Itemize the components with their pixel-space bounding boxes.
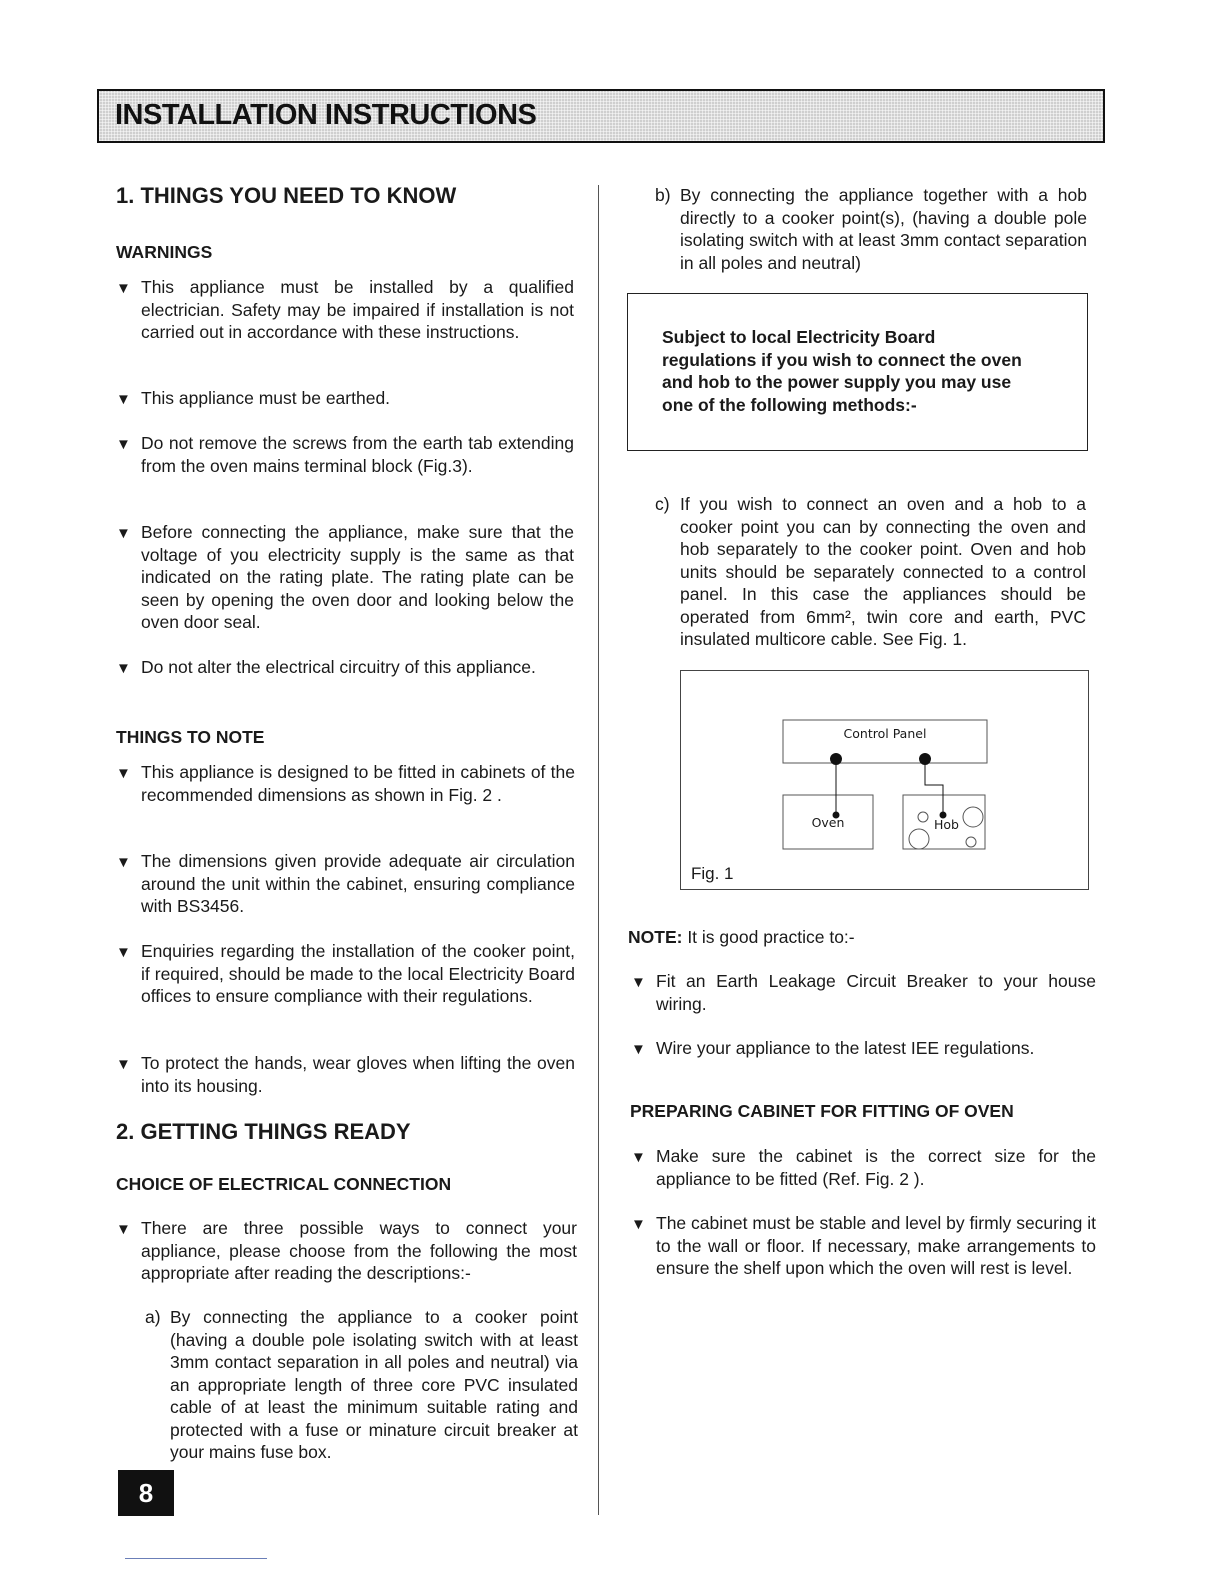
- note-item: ▼ This appliance is designed to be fitted in cabinets of the recommended dimensions as shown in Fig. 2 .: [116, 762, 575, 805]
- bullet-triangle-icon: ▼: [116, 944, 131, 961]
- choice-heading: CHOICE OF ELECTRICAL CONNECTION: [116, 1174, 452, 1194]
- bullet-triangle-icon: ▼: [116, 391, 131, 408]
- hob-burner-small: [918, 812, 928, 822]
- bullet-triangle-icon: ▼: [116, 854, 131, 871]
- option-c-text: If you wish to connect an oven and a hob to a cooker point you can by connecting the oven and hob separately to the cooker point. Oven and hob units should be separately connected to a control panel. In this case the appliances should be operated from 6mm², twin core and earth, PVC insulated multicore cable. See Fig. 1.: [680, 494, 1086, 649]
- figure-caption: Fig. 1: [691, 864, 734, 883]
- cabinet-item: ▼ The cabinet must be stable and level by firmly securing it to the wall or floor. If necessary, make arrangements to ensure the shelf upon which the oven will rest is level.: [631, 1213, 1096, 1278]
- bullet-triangle-icon: ▼: [116, 525, 131, 542]
- column-divider: [598, 185, 599, 1515]
- cabinet-item: ▼ Make sure the cabinet is the correct size for the appliance to be fitted (Ref. Fig. 2 ).: [631, 1146, 1096, 1189]
- section-1-title: 1. THINGS YOU NEED TO KNOW: [116, 183, 457, 208]
- warning-item: ▼ This appliance must be installed by a qualified electrician. Safety may be impaired if installation is not carried out in accordance with these instructions.: [116, 277, 574, 342]
- regulations-notice-box: [627, 293, 1088, 451]
- bullet-triangle-icon: ▼: [631, 974, 646, 991]
- footer-line: [125, 1558, 267, 1559]
- figure-1-wiring-diagram: [680, 670, 1089, 890]
- note-item: ▼ To protect the hands, wear gloves when lifting the oven into its housing.: [116, 1053, 575, 1096]
- bullet-triangle-icon: ▼: [116, 660, 131, 677]
- note-item: ▼ Enquiries regarding the installation of the cooker point, if required, should be made to the local Electricity Board offices to ensure compliance with their regulations.: [116, 941, 575, 1006]
- control-panel-label: Control Panel: [843, 726, 927, 741]
- bullet-triangle-icon: ▼: [631, 1041, 646, 1058]
- note-item: ▼ The dimensions given provide adequate air circulation around the unit within the cabinet, ensuring compliance with BS3456.: [116, 851, 575, 916]
- bullet-triangle-icon: ▼: [116, 1056, 131, 1073]
- regulations-notice-text: Subject to local Electricity Board regulations if you wish to connect the oven and hob to the power supply you may use one of the following methods:-: [662, 327, 1022, 415]
- option-a-text: By connecting the appliance to a cooker point (having a double pole isolating switch with at least 3mm contact separation in all poles and neutral) via an appropriate length of three core PVC insulated cable of at least the minimum suitable rating and protected with a fuse or minature circuit breaker at your mains fuse box.: [170, 1307, 578, 1462]
- bullet-triangle-icon: ▼: [116, 765, 131, 782]
- warnings-heading: WARNINGS: [116, 242, 213, 262]
- hob-label: Hob: [934, 817, 959, 832]
- things-to-note-heading: THINGS TO NOTE: [116, 727, 265, 747]
- intro-item: ▼ There are three possible ways to connect your appliance, please choose from the following the most appropriate after reading the descriptions:-: [116, 1218, 577, 1283]
- practice-item: ▼ Fit an Earth Leakage Circuit Breaker to your house wiring.: [631, 971, 1096, 1014]
- oven-label: Oven: [811, 815, 845, 830]
- warning-item: ▼ Before connecting the appliance, make sure that the voltage of you electricity supply is the same as that indicated on the rating plate. The rating plate can be seen by opening the oven door and looking below the oven door seal.: [116, 522, 574, 632]
- option-a-label: a): [145, 1307, 161, 1327]
- option-b-label: b): [655, 185, 671, 205]
- header-banner: [97, 89, 1105, 143]
- page-number: 8: [118, 1470, 174, 1516]
- bullet-triangle-icon: ▼: [116, 436, 131, 453]
- note-label: NOTE:: [628, 927, 683, 947]
- warning-item: ▼ Do not remove the screws from the earth tab extending from the oven mains terminal block (Fig.3).: [116, 433, 574, 476]
- note-line: [628, 926, 855, 949]
- bullet-triangle-icon: ▼: [116, 280, 131, 297]
- bullet-triangle-icon: ▼: [631, 1149, 646, 1166]
- practice-item: ▼ Wire your appliance to the latest IEE regulations.: [631, 1037, 1096, 1060]
- note-text: It is good practice to:-: [682, 927, 855, 947]
- hob-burner-small: [966, 837, 976, 847]
- bullet-triangle-icon: ▼: [116, 1221, 131, 1238]
- hob-burner-large: [963, 807, 983, 827]
- page-title: INSTALLATION INSTRUCTIONS: [115, 99, 537, 131]
- wiring-diagram-svg: [681, 671, 1088, 889]
- cabinet-heading: PREPARING CABINET FOR FITTING OF OVEN: [630, 1101, 1014, 1121]
- option-c-label: c): [655, 494, 670, 514]
- hob-burner-large: [909, 829, 929, 849]
- option-b-text: By connecting the appliance together with a hob directly to a cooker point(s), (having a double pole isolating switch with at least 3mm contact separation in all poles and neutral): [680, 185, 1087, 273]
- section-2-title: 2. GETTING THINGS READY: [116, 1119, 411, 1144]
- warning-item: ▼ This appliance must be earthed.: [116, 387, 574, 410]
- bullet-triangle-icon: ▼: [631, 1216, 646, 1233]
- hob-wire: [925, 759, 943, 815]
- warning-item: ▼ Do not alter the electrical circuitry of this appliance.: [116, 656, 586, 679]
